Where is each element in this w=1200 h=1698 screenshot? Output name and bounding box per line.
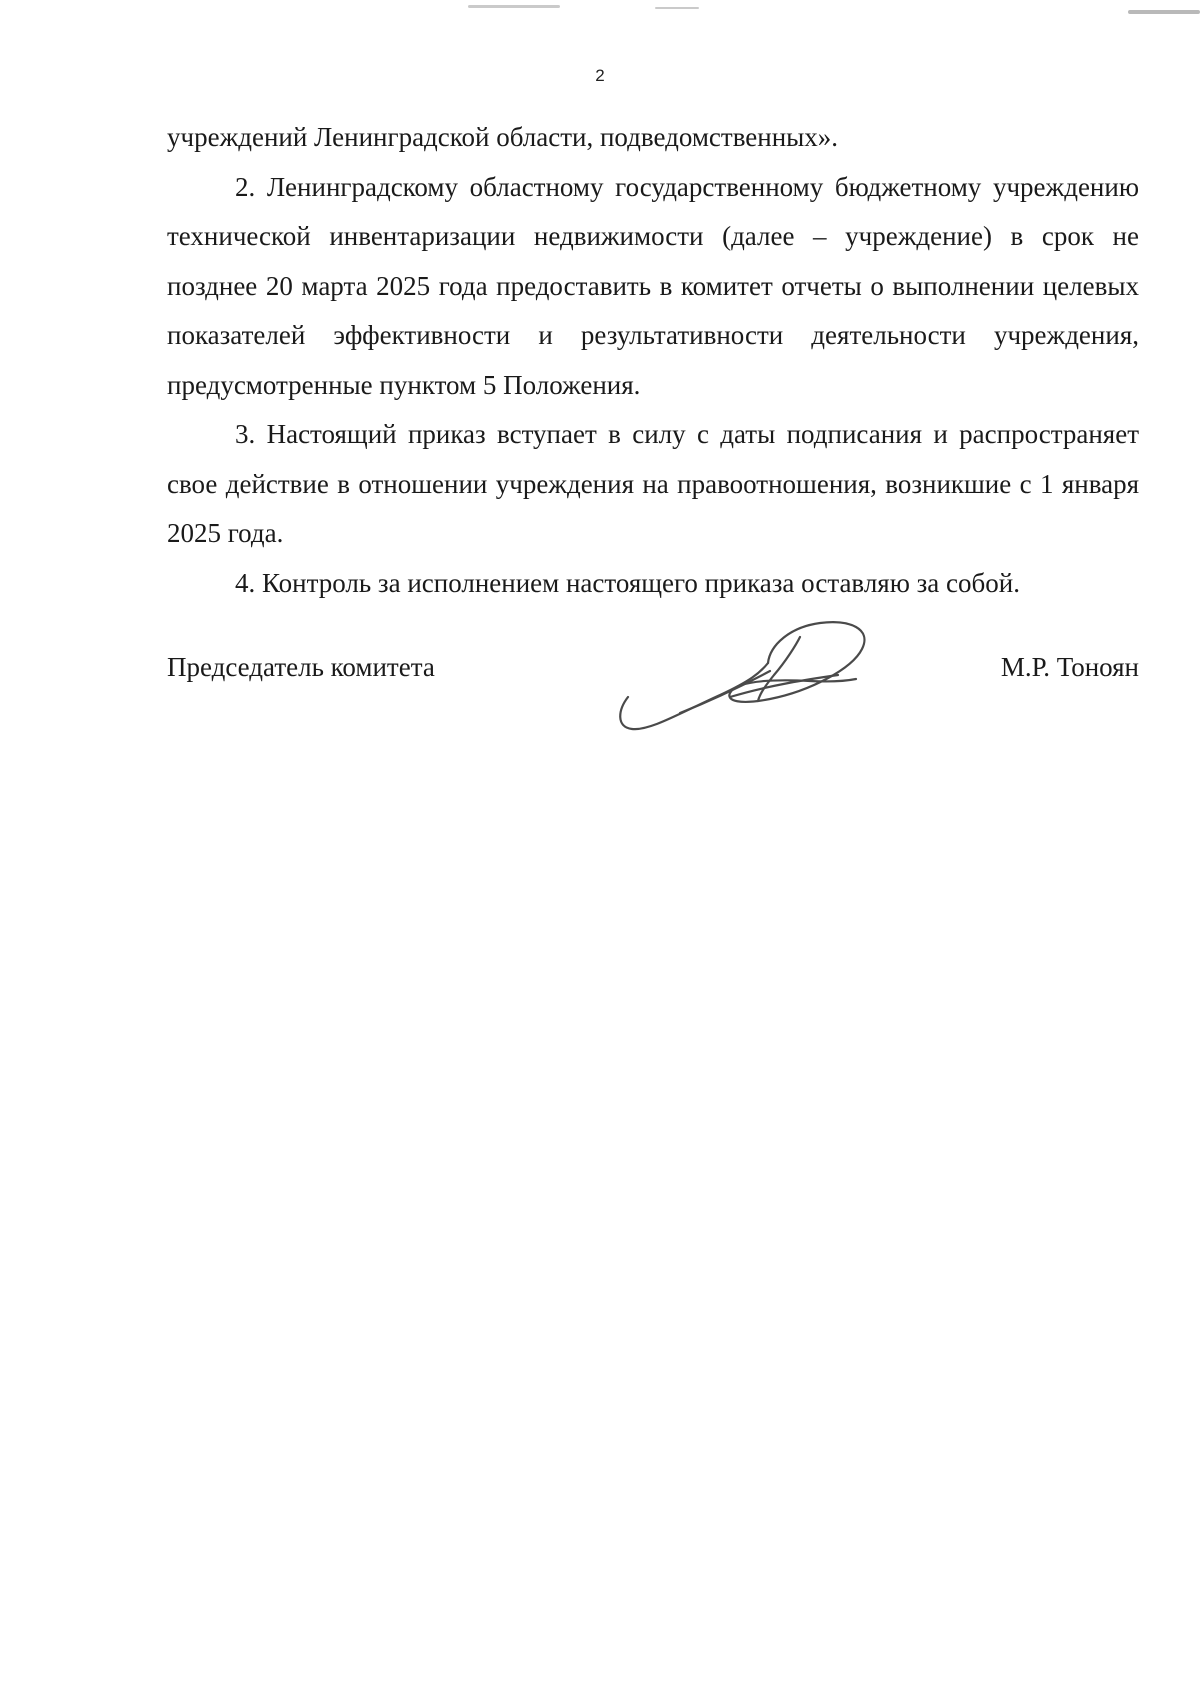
- document-body: [167, 113, 1139, 608]
- paragraph-item-4: 4. Контроль за исполнением настоящего приказа оставляю за собой.: [235, 567, 1020, 598]
- scan-artifact: [655, 7, 699, 9]
- signer-position: Председатель комитета: [167, 652, 435, 682]
- page-number: 2: [595, 66, 605, 85]
- scan-artifact: [1128, 10, 1200, 14]
- handwritten-signature-icon: [610, 615, 880, 745]
- paragraph-item-3: 3. Настоящий приказ вступает в силу с даты подписания и распространяет свое действие в отношении учреждения на правоотношения, возникшие с 1 января 2025 года.: [167, 419, 1139, 548]
- paragraph-item-2: 2. Ленинградскому областному государственному бюджетному учреждению технической инвентаризации недвижимости (далее – учреждение) в срок не позднее 20 марта 2025 года предоставить в комитет отчеты о выполнении целевых показателей эффективности и результативности деятельности учреждения, предусмотренные пунктом 5 Положения.: [167, 171, 1139, 400]
- paragraph-continuation: учреждений Ленинградской области, подведомственных».: [167, 122, 839, 152]
- scan-artifact: [468, 5, 560, 8]
- signer-name: М.Р. Тоноян: [1000, 652, 1139, 682]
